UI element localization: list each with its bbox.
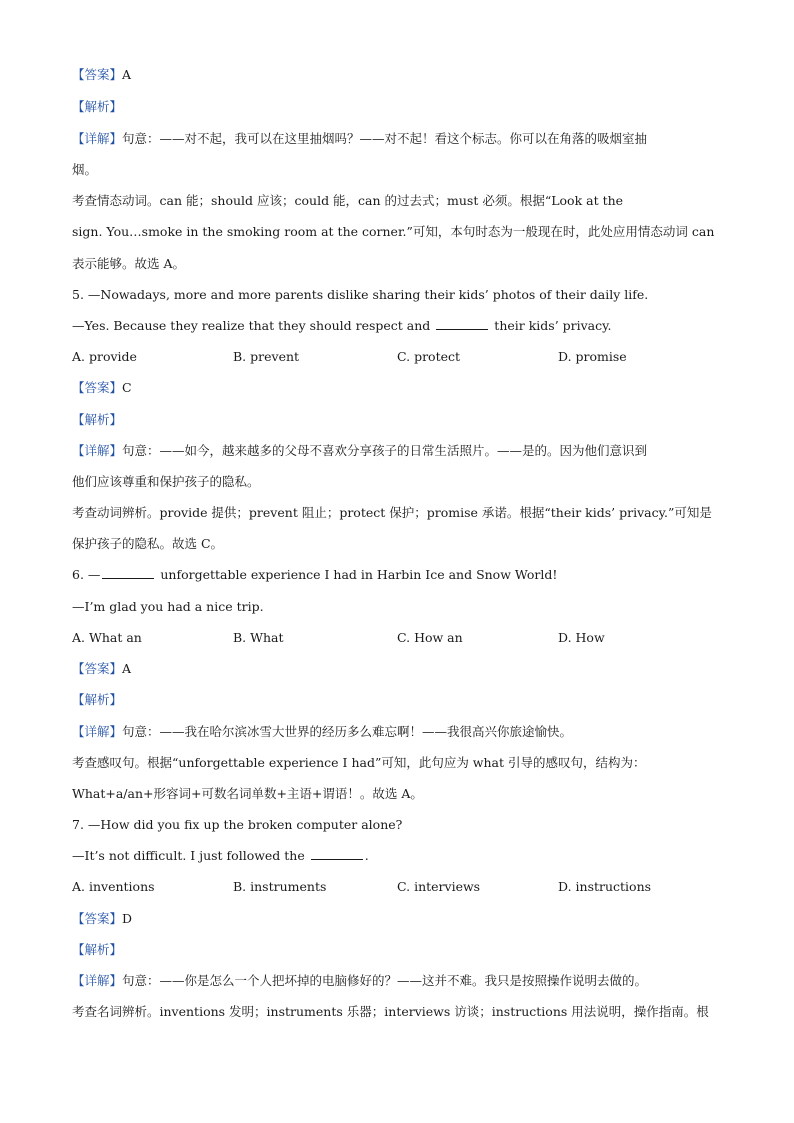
explanation-text: 句意：——我在哈尔滨冰雪大世界的经历多么难忘啊！——我很高兴你旅途愉快。 bbox=[122, 724, 573, 739]
answer-tag: 【答案】 bbox=[72, 67, 123, 82]
explanation-line bbox=[72, 131, 647, 147]
option-c: C. interviews bbox=[397, 879, 481, 894]
option-d: D. promise bbox=[558, 349, 627, 364]
answer-tag: 【答案】 bbox=[72, 911, 123, 926]
question-stem bbox=[72, 318, 612, 334]
answer-value: A bbox=[122, 67, 132, 82]
stem-text: 6. — bbox=[72, 567, 101, 582]
explanation-line bbox=[72, 973, 647, 989]
answer-blank bbox=[436, 318, 488, 330]
answer-line bbox=[72, 380, 132, 396]
explanation-text: 考查情态动词。can 能；should 应该；could 能，can 的过去式；must 必须。根据“Look at the bbox=[72, 193, 624, 208]
explanation-text: sign. You…smoke in the smoking room at the corner.”可知，本句时态为一般现在时，此处应用情态动词 can bbox=[72, 224, 715, 239]
explanation-text: 保护孩子的隐私。故选 C。 bbox=[72, 536, 224, 551]
detail-tag: 【详解】 bbox=[72, 724, 123, 739]
question-stem: 7. —How did you fix up the broken computer alone? bbox=[72, 817, 403, 832]
answer-line bbox=[72, 661, 131, 677]
detail-tag: 【详解】 bbox=[72, 443, 123, 458]
explanation-text: 他们应该尊重和保护孩子的隐私。 bbox=[72, 474, 260, 489]
option-a: A. provide bbox=[72, 349, 137, 364]
analysis-tag: 【解析】 bbox=[72, 692, 123, 707]
answer-blank bbox=[311, 848, 363, 860]
detail-tag: 【详解】 bbox=[72, 131, 123, 146]
explanation-text: 表示能够。故选 A。 bbox=[72, 256, 186, 271]
option-d: D. How bbox=[558, 630, 605, 645]
option-c: C. protect bbox=[397, 349, 461, 364]
explanation-text: What+a/an+形容词+可数名词单数+主语+谓语！。故选 A。 bbox=[72, 786, 423, 801]
analysis-tag: 【解析】 bbox=[72, 942, 123, 957]
explanation-text: 考查名词辨析。inventions 发明；instruments 乐器；interviews 访谈；instructions 用法说明，操作指南。根 bbox=[72, 1004, 709, 1019]
explanation-text: 考查感叹句。根据“unforgettable experience I had”可知，此句应为 what 引导的感叹句，结构为： bbox=[72, 755, 646, 770]
analysis-tag: 【解析】 bbox=[72, 99, 123, 114]
answer-blank bbox=[102, 567, 154, 579]
question-stem bbox=[72, 567, 557, 583]
answer-tag: 【答案】 bbox=[72, 380, 123, 395]
explanation-text: 烟。 bbox=[72, 162, 98, 177]
answer-value: D bbox=[122, 911, 133, 926]
stem-text: —It’s not difficult. I just followed the bbox=[72, 848, 305, 863]
option-a: A. inventions bbox=[72, 879, 155, 894]
question-stem bbox=[72, 848, 369, 864]
option-a: A. What an bbox=[72, 630, 142, 645]
stem-text: . bbox=[364, 848, 369, 863]
answer-line bbox=[72, 67, 131, 83]
explanation-text: 句意：——如今，越来越多的父母不喜欢分享孩子的日常生活照片。——是的。因为他们意识到 bbox=[122, 443, 648, 458]
answer-tag: 【答案】 bbox=[72, 661, 123, 676]
option-b: B. instruments bbox=[233, 879, 327, 894]
stem-text: unforgettable experience I had in Harbin Ice and Snow World! bbox=[156, 567, 558, 582]
question-stem: 5. —Nowadays, more and more parents dislike sharing their kids’ photos of their daily life. bbox=[72, 287, 649, 302]
stem-text: —Yes. Because they realize that they should respect and bbox=[72, 318, 431, 333]
option-b: B. prevent bbox=[233, 349, 300, 364]
option-d: D. instructions bbox=[558, 879, 652, 894]
explanation-line bbox=[72, 443, 647, 459]
question-stem: —I’m glad you had a nice trip. bbox=[72, 599, 264, 614]
explanation-text: 句意：——对不起，我可以在这里抽烟吗？——对不起！看这个标志。你可以在角落的吸烟室抽 bbox=[122, 131, 648, 146]
option-c: C. How an bbox=[397, 630, 463, 645]
analysis-tag: 【解析】 bbox=[72, 412, 123, 427]
detail-tag: 【详解】 bbox=[72, 973, 123, 988]
answer-value: C bbox=[122, 380, 132, 395]
explanation-text: 句意：——你是怎么一个人把坏掉的电脑修好的？——这并不难。我只是按照操作说明去做的。 bbox=[122, 973, 648, 988]
option-b: B. What bbox=[233, 630, 284, 645]
stem-text: their kids’ privacy. bbox=[494, 318, 612, 333]
explanation-text: 考查动词辨析。provide 提供；prevent 阻止；protect 保护；promise 承诺。根据“their kids’ privacy.”可知是 bbox=[72, 505, 712, 520]
answer-value: A bbox=[122, 661, 132, 676]
answer-line bbox=[72, 911, 132, 927]
explanation-line bbox=[72, 724, 572, 740]
